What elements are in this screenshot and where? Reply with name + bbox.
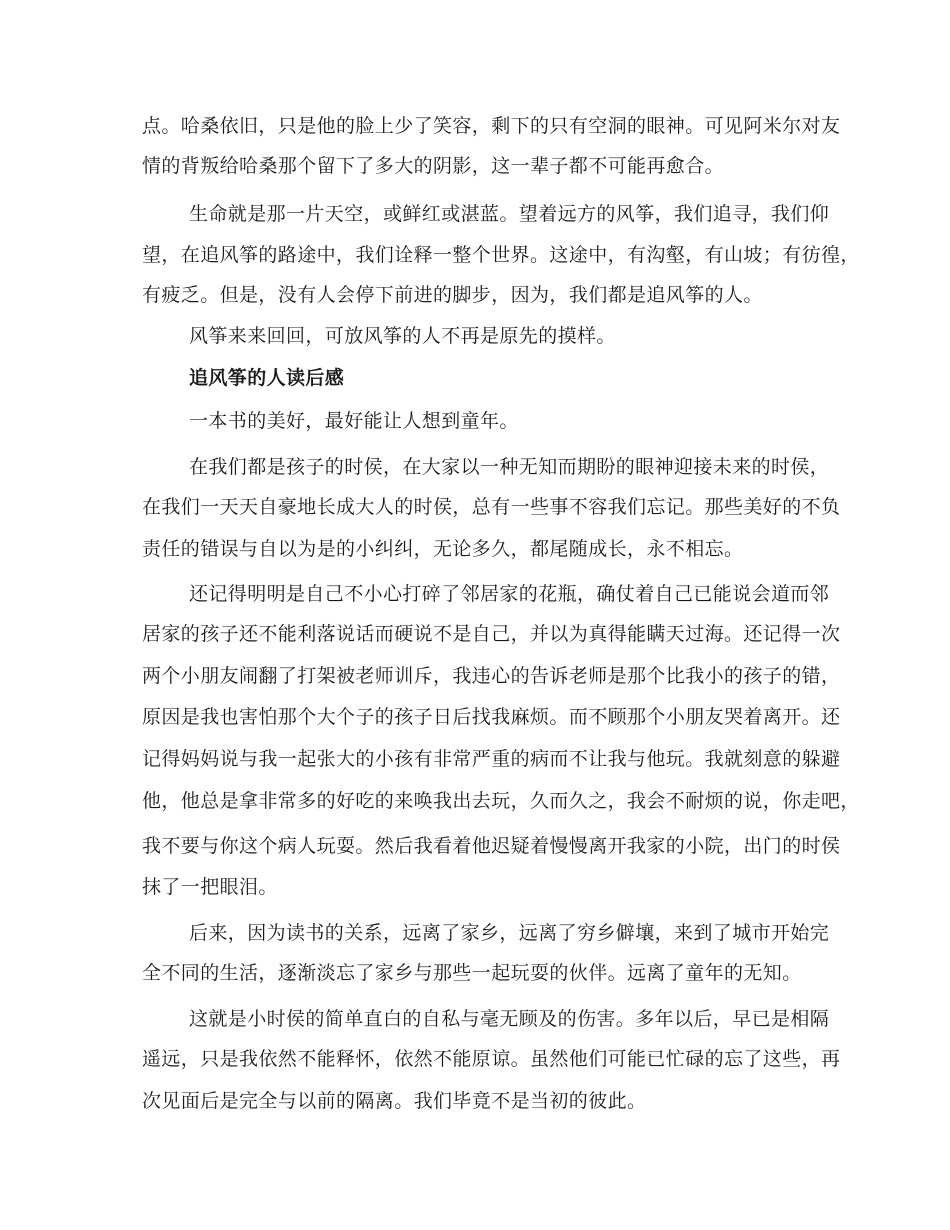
text-line: 我不要与你这个病人玩耍。然后我看着他迟疑着慢慢离开我家的小院，出门的时侯: [142, 835, 841, 857]
text-line: 在我们都是孩子的时侯，在大家以一种无知而期盼的眼神迎接未来的时侯，: [189, 456, 830, 478]
text-line: 生命就是那一片天空，或鲜红或湛蓝。望着远方的风筝，我们追寻，我们仰: [189, 203, 830, 225]
text-line: 原因是我也害怕那个大个子的孩子日后找我麻烦。而不顾那个小朋友哭着离开。还: [142, 706, 841, 728]
text-line: 居家的孩子还不能利落说话而硬说不是自己，并以为真得能瞒天过海。还记得一次: [142, 623, 841, 645]
text-line: 后来，因为读书的关系，远离了家乡，远离了穷乡僻壤，来到了城市开始完: [189, 922, 830, 944]
text-line: 他，他总是拿非常多的好吃的来唤我出去玩，久而久之，我会不耐烦的说，你走吧，: [142, 790, 860, 812]
text-line: 风筝来来回回，可放风筝的人不再是原先的摸样。: [189, 325, 616, 347]
text-line: 一本书的美好，最好能让人想到童年。: [189, 410, 519, 432]
text-line: 次见面后是完全与以前的隔离。我们毕竟不是当初的彼此。: [142, 1090, 647, 1112]
section-heading: 追风筝的人读后感: [189, 367, 345, 389]
text-line: 还记得明明是自己不小心打碎了邻居家的花瓶，确仗着自己已能说会道而邻: [189, 583, 830, 605]
text-line: 情的背叛给哈桑那个留下了多大的阴影，这一辈子都不可能再愈合。: [142, 155, 725, 177]
text-line: 记得妈妈说与我一起张大的小孩有非常严重的病而不让我与他玩。我就刻意的躲避: [142, 748, 841, 770]
text-line: 全不同的生活，逐渐淡忘了家乡与那些一起玩耍的伙伴。远离了童年的无知。: [142, 962, 802, 984]
text-line: 抹了一把眼泪。: [142, 876, 278, 898]
text-line: 两个小朋友闹翻了打架被老师训斥，我违心的告诉老师是那个比我小的孩子的错，: [142, 665, 841, 687]
text-line: 望，在追风筝的路途中，我们诠释一整个世界。这途中，有沟壑，有山坡；有彷徨，: [142, 244, 860, 266]
text-line: 这就是小时侯的简单直白的自私与毫无顾及的伤害。多年以后，早已是相隔: [189, 1008, 830, 1030]
text-line: 在我们一天天自豪地长成大人的时侯，总有一些事不容我们忘记。那些美好的不负: [142, 496, 841, 518]
text-line: 遥远，只是我依然不能释怀，依然不能原谅。虽然他们可能已忙碌的忘了这些，再: [142, 1048, 841, 1070]
text-line: 有疲乏。但是，没有人会停下前进的脚步，因为，我们都是追风筝的人。: [142, 284, 763, 306]
text-line: 点。哈桑依旧，只是他的脸上少了笑容，剩下的只有空洞的眼神。可见阿米尔对友: [142, 115, 841, 137]
text-line: 责任的错误与自以为是的小纠纠，无论多久，都尾随成长，永不相忘。: [142, 538, 744, 560]
